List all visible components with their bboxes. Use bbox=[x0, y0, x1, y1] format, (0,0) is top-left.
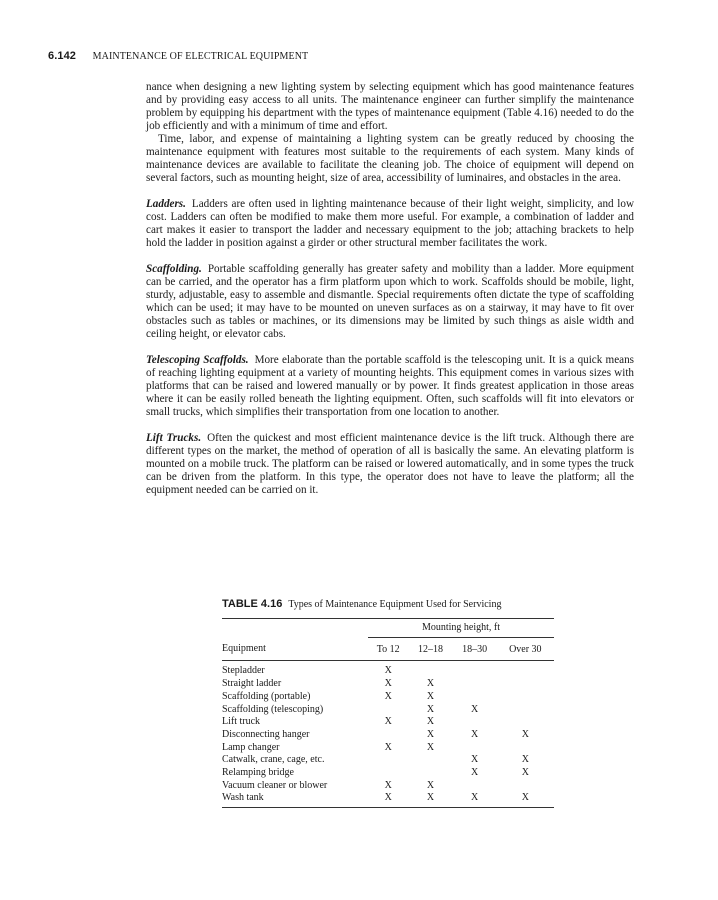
column-header: 18–30 bbox=[453, 637, 497, 661]
mounting-height-header: Mounting height, ft bbox=[368, 619, 554, 638]
height-cell bbox=[368, 767, 408, 780]
column-header: To 12 bbox=[368, 637, 408, 661]
height-cell bbox=[368, 729, 408, 742]
height-cell bbox=[408, 661, 452, 678]
table-row bbox=[222, 678, 554, 691]
height-cell bbox=[497, 704, 554, 717]
section-heading-lift-trucks: Lift Trucks. bbox=[146, 432, 202, 444]
height-cell: X bbox=[470, 703, 479, 715]
height-cell: X bbox=[470, 728, 479, 740]
height-cell: X bbox=[426, 779, 435, 791]
section-telescoping bbox=[146, 354, 634, 419]
height-cell: X bbox=[453, 792, 497, 807]
height-cell: X bbox=[384, 678, 392, 690]
section-text-telescoping: More elaborate than the portable scaffold is the telescoping unit. It is a quick means of reaching lighting equipment at a variety of mounting heights. This equipment comes in various sizes with platforms that can be raised and lowered manually or by power. It finds greatest application in those areas where it can be easily rolled beneath the lighting equipment. Often, such scaffolds will fit into elevators or small trucks, which simplifies their transportation from one location to another. bbox=[146, 354, 635, 418]
table-row bbox=[222, 754, 554, 767]
equipment-cell: Vacuum cleaner or blower bbox=[222, 779, 328, 791]
height-cell: X bbox=[470, 767, 479, 779]
table-row bbox=[222, 780, 554, 793]
height-cell bbox=[497, 678, 554, 691]
section-heading-telescoping: Telescoping Scaffolds. bbox=[146, 354, 249, 366]
table-header-spacer bbox=[222, 619, 368, 638]
equipment-table bbox=[222, 618, 554, 808]
equipment-table-block bbox=[222, 598, 554, 808]
equipment-cell: Scaffolding (telescoping) bbox=[222, 703, 324, 715]
equipment-cell: Lift truck bbox=[222, 716, 261, 728]
equipment-cell: Stepladder bbox=[222, 665, 265, 677]
equipment-cell: Wash tank bbox=[222, 792, 368, 807]
height-cell: X bbox=[426, 716, 435, 728]
height-cell bbox=[497, 691, 554, 704]
equipment-cell: Straight ladder bbox=[222, 678, 282, 690]
height-cell: X bbox=[426, 678, 435, 690]
paragraph-continuation: nance when designing a new lighting system by selecting equipment which has good maintenance features and by providing easy access to all units. The maintenance engineer can further simplify the maintenance problem by equipping his department with the types of maintenance equipment (Table 4.16) needed to do the job efficiently and with a minimum of time and effort. bbox=[146, 81, 634, 132]
column-header: 12–18 bbox=[408, 637, 452, 661]
equipment-cell: Lamp changer bbox=[222, 741, 280, 753]
height-cell: X bbox=[521, 754, 529, 766]
height-cell bbox=[497, 661, 554, 678]
height-cell bbox=[497, 780, 554, 793]
section-scaffolding bbox=[146, 263, 634, 341]
table-row bbox=[222, 716, 554, 729]
height-cell: X bbox=[384, 665, 392, 677]
section-ladders bbox=[146, 198, 634, 250]
table-row bbox=[222, 742, 554, 755]
table-row bbox=[222, 704, 554, 717]
section-text-scaffolding: Portable scaffolding generally has greater safety and mobility than a ladder. More equipment can be carried, and the operator has a firm platform upon which to work. Scaffolds should be mobile, light, sturdy, adjustable, easy to assemble and dismantle. Special requirements often dictate the type of scaffolding which can be used; it may have to be mounted on uneven surfaces as on a stairway, it may have to fit over obstacles such as tables or machines, or its dimensions may be limited by such things as aisle width and ceiling height, or elevator cabs. bbox=[146, 263, 634, 340]
height-cell bbox=[453, 742, 497, 755]
equipment-cell: Relamping bridge bbox=[222, 767, 294, 779]
height-cell: X bbox=[497, 792, 554, 807]
table-label: TABLE 4.16 bbox=[222, 598, 283, 610]
table-row bbox=[222, 792, 554, 807]
height-cell: X bbox=[384, 690, 392, 702]
height-cell: X bbox=[426, 728, 435, 740]
height-cell: X bbox=[426, 690, 435, 702]
table-row bbox=[222, 691, 554, 704]
equipment-cell: Disconnecting hanger bbox=[222, 728, 310, 740]
height-cell: X bbox=[521, 728, 529, 740]
height-cell: X bbox=[368, 792, 408, 807]
table-caption bbox=[222, 598, 554, 610]
height-cell: X bbox=[408, 792, 452, 807]
height-cell: X bbox=[426, 741, 435, 753]
height-cell bbox=[453, 678, 497, 691]
table-row bbox=[222, 729, 554, 742]
height-cell: X bbox=[384, 716, 392, 728]
section-text-lift-trucks: Often the quickest and most efficient maintenance device is the lift truck. Although there are different types on the market, the method of operation of all is basically the same. An elevating platform is mounted on a mobile truck. The platform can be raised or lowered automatically, and in some types the truck can be driven from the platform. In this type, the operator does not have to leave the platform; all the equipment needed can be carried on it. bbox=[146, 432, 634, 496]
page-number: 6.142 bbox=[48, 50, 77, 62]
table-row bbox=[222, 767, 554, 780]
height-cell: X bbox=[426, 703, 435, 715]
equipment-cell: Catwalk, crane, cage, etc. bbox=[222, 754, 325, 766]
table-row bbox=[222, 661, 554, 678]
height-cell: X bbox=[521, 767, 529, 779]
height-cell bbox=[408, 767, 452, 780]
section-text-ladders: Ladders are often used in lighting maintenance because of their light weight, simplicity, and low cost. Ladders can often be modified to make them more useful. For example, a combination of ladder and cart makes it easier to transport the ladder and necessary equipment to the job; attaching brackets to help hold the ladder in position against a girder or other structural member facilitates the work. bbox=[146, 198, 634, 249]
height-cell bbox=[497, 742, 554, 755]
section-heading-scaffolding: Scaffolding. bbox=[146, 263, 202, 275]
body-text bbox=[146, 81, 634, 497]
height-cell bbox=[453, 691, 497, 704]
running-title: MAINTENANCE OF ELECTRICAL EQUIPMENT bbox=[92, 51, 309, 62]
height-cell: X bbox=[384, 741, 392, 753]
height-cell bbox=[497, 716, 554, 729]
height-cell: X bbox=[470, 754, 479, 766]
equipment-cell: Scaffolding (portable) bbox=[222, 690, 311, 702]
column-header: Equipment bbox=[222, 637, 368, 661]
height-cell bbox=[368, 754, 408, 767]
column-header: Over 30 bbox=[497, 637, 554, 661]
section-lift-trucks bbox=[146, 432, 634, 497]
section-heading-ladders: Ladders. bbox=[146, 198, 186, 210]
height-cell bbox=[453, 716, 497, 729]
height-cell bbox=[453, 780, 497, 793]
height-cell bbox=[368, 704, 408, 717]
height-cell bbox=[453, 661, 497, 678]
table-title: Types of Maintenance Equipment Used for Servicing bbox=[288, 599, 502, 610]
height-cell bbox=[408, 754, 452, 767]
height-cell: X bbox=[384, 779, 392, 791]
page-header bbox=[48, 50, 308, 62]
paragraph-intro: Time, labor, and expense of maintaining a lighting system can be greatly reduced by choosing the maintenance equipment with features most suitable to the requirements of each system. Many kinds of maintenance devices are available to facilitate the cleaning job. The choice of equipment will depend on several factors, such as mounting height, size of area, accessibility of luminaires, and obstacles in the area. bbox=[146, 133, 634, 184]
